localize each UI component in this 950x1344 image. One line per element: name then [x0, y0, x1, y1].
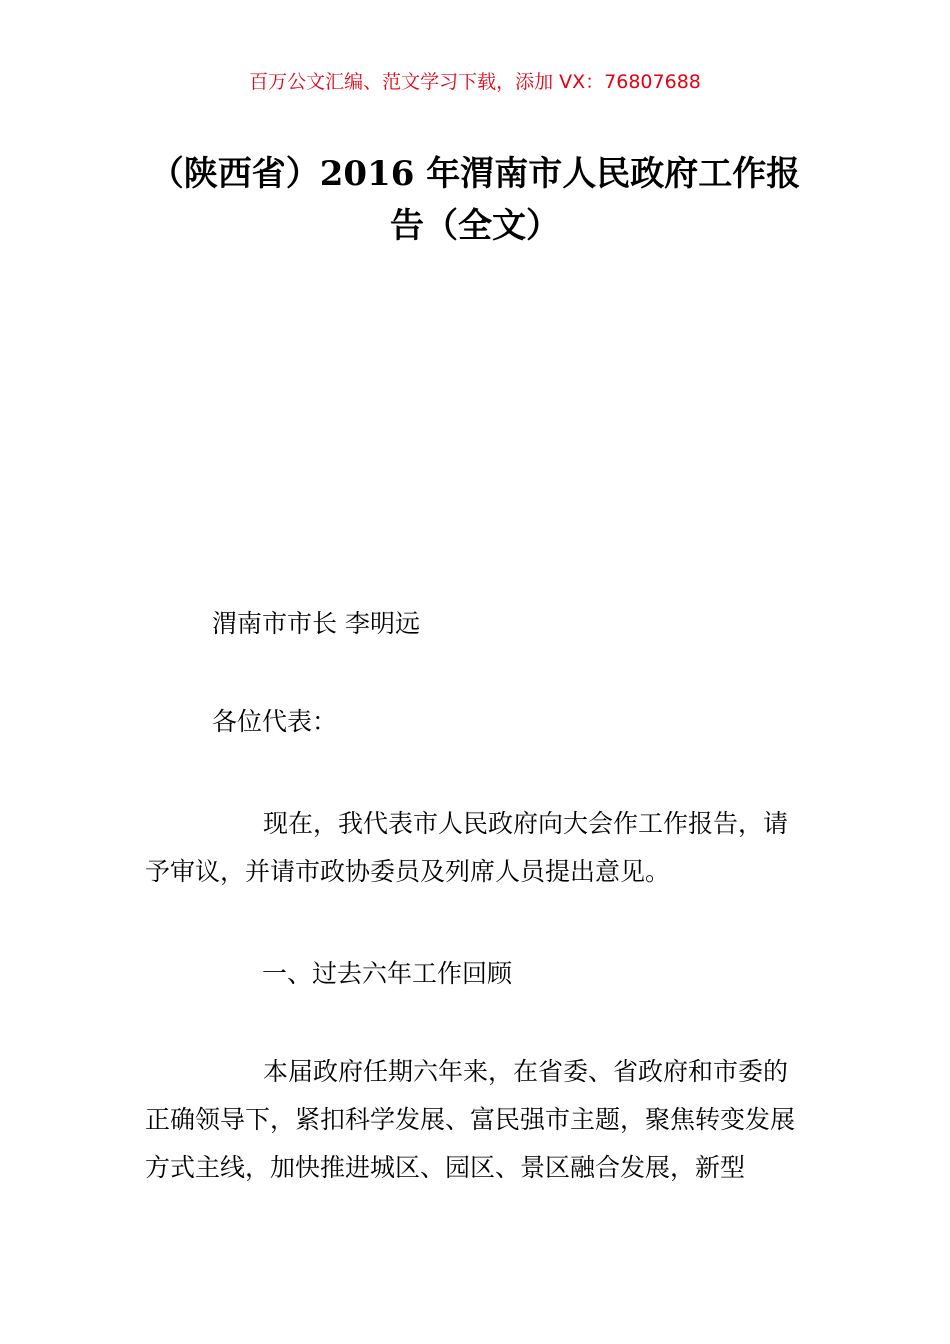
salutation: 各位代表：	[212, 707, 338, 736]
author-line: 渭南市市长 李明远	[212, 609, 420, 638]
title-line-1: （陕西省）2016 年渭南市人民政府工作报	[149, 154, 801, 194]
title-line-2: 告（全文）	[390, 206, 560, 246]
paragraph-review: 本届政府任期六年来，在省委、省政府和市委的正确领导下，紧扣科学发展、富民强市主题，聚焦转变发展方式主线，加快推进城区、园区、景区融合发展，新型	[145, 1057, 796, 1182]
paragraph-intro: 现在，我代表市人民政府向大会作工作报告，请予审议，并请市政协委员及列席人员提出意见。	[145, 809, 789, 886]
section-heading: 一、过去六年工作回顾	[262, 959, 513, 988]
header-watermark-note: 百万公文汇编、范文学习下载，添加 VX：76807688	[249, 71, 701, 93]
document-title	[140, 148, 810, 252]
